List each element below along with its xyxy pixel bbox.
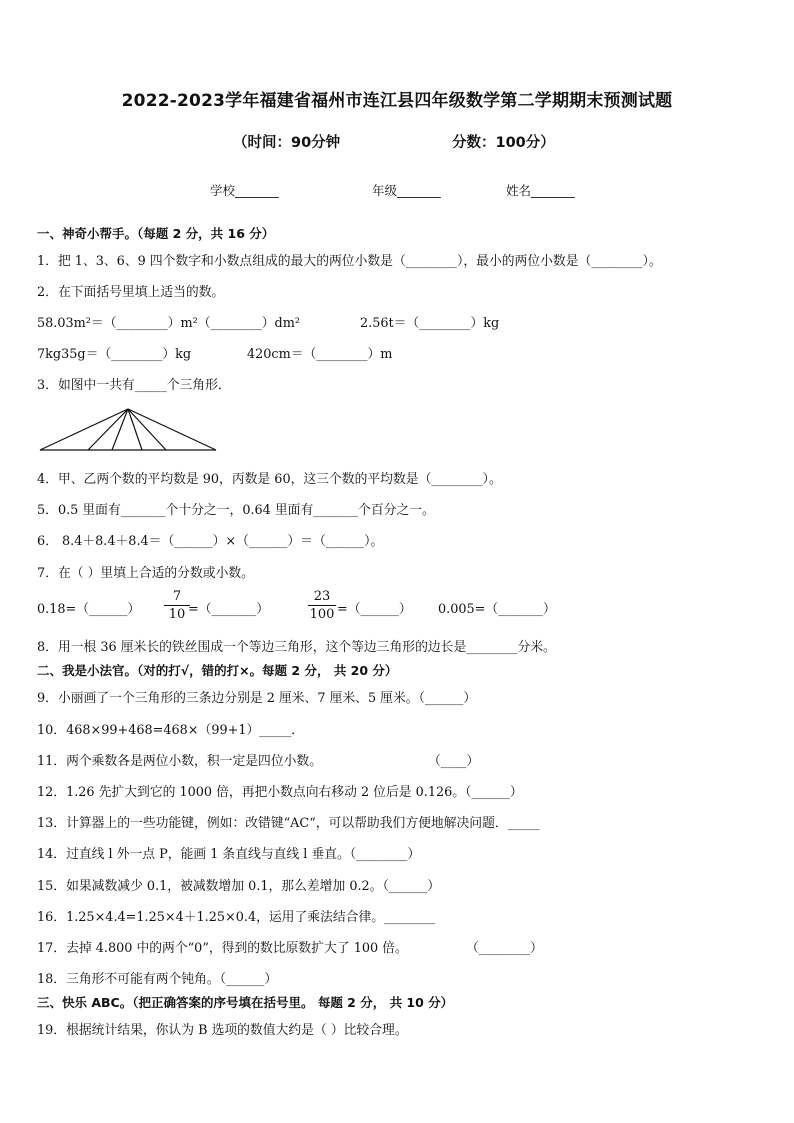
question-10: 10．468×99+468=468×（99+1）_____．: [37, 723, 305, 738]
question-12: 12．1.26 先扩大到它的 1000 倍，再把小数点向右移动 2 位后是 0.126。（______）: [37, 785, 523, 800]
page-title: 2022-2023学年福建省福州市连江县四年级数学第二学期期末预测试题: [121, 91, 673, 111]
name-field: 姓名_______: [506, 183, 575, 198]
question-2d: 420cm＝（________）m: [247, 347, 393, 362]
question-2a: 58.03m²＝（________）m²（________）dm²: [37, 316, 300, 331]
question-15: 15．如果减数减少 0.1，被减数增加 0.1，那么差增加 0.2。（______）: [37, 879, 441, 894]
question-7: 7．在（ ）里填上合适的分数或小数。: [37, 566, 254, 581]
question-17: 17．去掉 4.800 中的两个“0”，得到的数比原数扩大了 100 倍。: [37, 941, 408, 956]
school-field: 学校_______: [210, 183, 279, 198]
fraction-7-10: [164, 588, 190, 623]
question-11: 11．两个乘数各是两位小数，积一定是四位小数。: [37, 754, 323, 769]
question-7b-blank: =（_______）: [188, 602, 270, 617]
fraction-denominator: 10: [168, 607, 186, 622]
fraction-23-100: [308, 588, 336, 623]
question-7c-blank: =（______）: [337, 602, 412, 617]
question-4: 4．甲、乙两个数的平均数是 90，丙数是 60，这三个数的平均数是（________）。: [37, 472, 502, 487]
fraction-numerator: 23: [308, 588, 336, 606]
triangle-figure: [38, 406, 220, 454]
question-2c: 7kg35g＝（________）kg: [37, 347, 192, 362]
section-3-heading: 三、快乐 ABC。（把正确答案的序号填在括号里。 每题 2 分， 共 10 分）: [37, 995, 454, 1010]
question-7a: 0.18=（______）: [37, 602, 141, 617]
outer-triangle: [40, 409, 216, 450]
question-8: 8．用一根 36 厘米长的铁丝围成一个等边三角形，这个等边三角形的边长是________分米。: [37, 640, 556, 655]
question-5: 5．0.5 里面有_______个十分之一，0.64 里面有_______个百分之一。: [37, 503, 435, 518]
question-17-blank: （________）: [466, 941, 543, 956]
question-2b: 2.56t＝（________）kg: [360, 316, 500, 331]
exam-time: （时间：90分钟: [233, 135, 341, 151]
fraction-numerator: 7: [164, 588, 190, 606]
inner-line-4: [128, 409, 166, 450]
question-9: 9．小丽画了一个三角形的三条边分别是 2 厘米、7 厘米、5 厘米。（______）: [37, 691, 477, 706]
question-11-blank: （____）: [428, 754, 480, 769]
section-1-heading: 一、神奇小帮手。（每题 2 分，共 16 分）: [37, 226, 275, 241]
question-2: 2．在下面括号里填上适当的数。: [37, 285, 225, 300]
inner-line-1: [88, 409, 128, 450]
question-14: 14．过直线 l 外一点 P，能画 1 条直线与直线 l 垂直。（________）: [37, 847, 421, 862]
question-16: 16．1.25×4.4=1.25×4＋1.25×0.4，运用了乘法结合律。________: [37, 910, 436, 925]
fraction-denominator: 100: [309, 607, 335, 622]
grade-field: 年级_______: [372, 183, 441, 198]
question-13: 13．计算器上的一些功能键，例如：改错键“AC“，可以帮助我们方便地解决问题．_____: [37, 816, 540, 831]
question-7d: 0.005=（_______）: [438, 602, 556, 617]
question-1: 1．把 1、3、6、9 四个数字和小数点组成的最大的两位小数是（________），最小的两位小数是（________）。: [37, 254, 662, 269]
exam-score: 分数：100分）: [452, 135, 555, 151]
question-3: 3．如图中一共有_____个三角形．: [37, 378, 231, 393]
question-18: 18．三角形不可能有两个钝角。（______）: [37, 972, 278, 987]
question-6: 6． 8.4＋8.4＋8.4＝（______）×（______）＝（______）。: [37, 534, 384, 549]
section-2-heading: 二、我是小法官。（对的打√，错的打×。每题 2 分， 共 20 分）: [37, 663, 398, 678]
question-19: 19．根据统计结果，你认为 B 选项的数值大约是（ ）比较合理。: [37, 1023, 408, 1038]
